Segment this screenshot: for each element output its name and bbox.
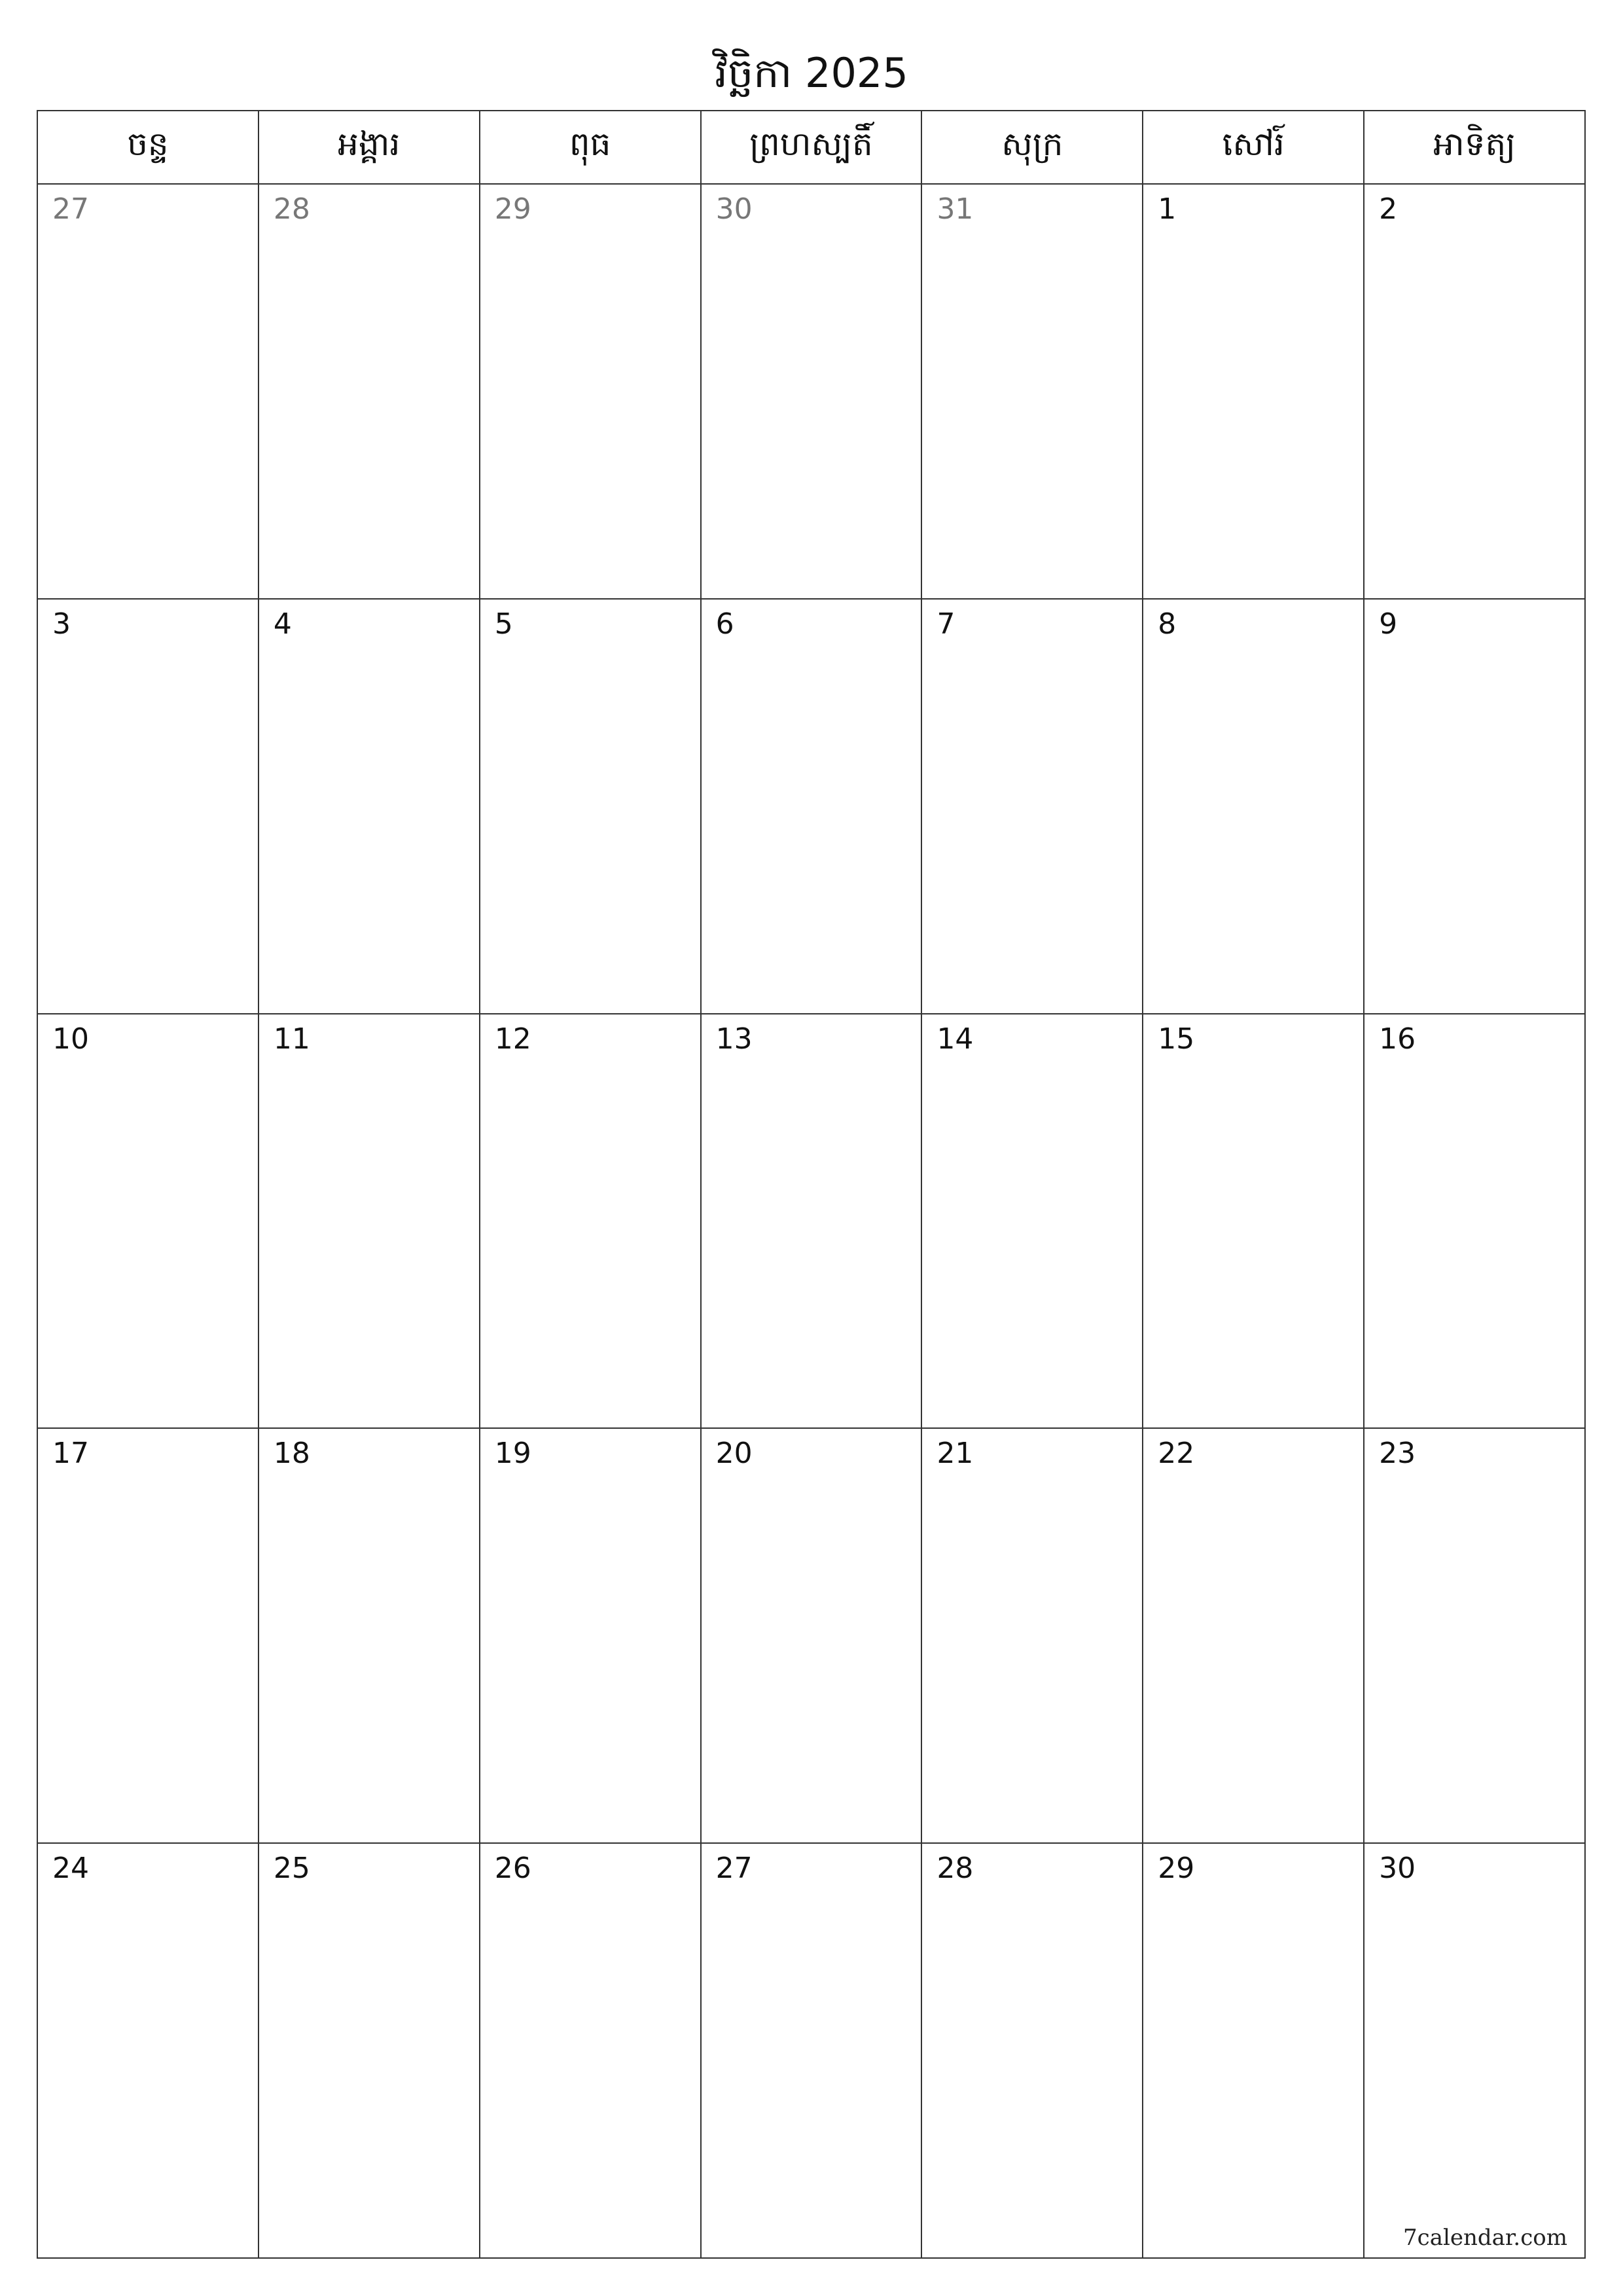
- day-number: 13: [715, 1022, 753, 1056]
- day-cell[interactable]: [480, 185, 702, 598]
- day-number: 19: [494, 1437, 531, 1471]
- day-cell[interactable]: [922, 1844, 1143, 2257]
- day-number: 7: [936, 607, 955, 641]
- week-row: [38, 185, 1584, 600]
- day-cell[interactable]: [1143, 1014, 1364, 1428]
- day-number: 24: [52, 1852, 89, 1886]
- week-row: [38, 1429, 1584, 1844]
- day-number: 26: [494, 1852, 531, 1886]
- day-number: 31: [936, 192, 974, 226]
- day-number: 11: [273, 1022, 310, 1056]
- day-cell[interactable]: [702, 1429, 923, 1842]
- day-number: 9: [1379, 607, 1398, 641]
- calendar-title: វិច្ឆិកា 2025: [715, 49, 908, 97]
- day-cell[interactable]: [259, 1014, 480, 1428]
- weekday-header-row: [38, 111, 1584, 185]
- weekday-sunday: អាទិត្យ: [1433, 124, 1516, 163]
- day-cell[interactable]: [1143, 600, 1364, 1013]
- day-number: 27: [715, 1852, 753, 1886]
- day-cell[interactable]: [38, 185, 259, 598]
- day-cell[interactable]: [259, 600, 480, 1013]
- day-cell[interactable]: [1143, 185, 1364, 598]
- day-number: 28: [936, 1852, 974, 1886]
- day-cell[interactable]: [1143, 1429, 1364, 1842]
- day-number: 5: [494, 607, 513, 641]
- day-cell[interactable]: [1364, 1429, 1584, 1842]
- day-cell[interactable]: [480, 600, 702, 1013]
- week-row: [38, 1844, 1584, 2257]
- day-cell[interactable]: [480, 1429, 702, 1842]
- weekday-wednesday: ពុធ: [480, 111, 702, 183]
- day-cell[interactable]: [922, 185, 1143, 598]
- day-cell[interactable]: [702, 1844, 923, 2257]
- day-cell[interactable]: [922, 1429, 1143, 1842]
- day-cell[interactable]: [1364, 1844, 1584, 2257]
- day-cell[interactable]: [38, 1429, 259, 1842]
- day-cell[interactable]: [702, 1014, 923, 1428]
- week-row: [38, 1014, 1584, 1429]
- watermark: 7calendar.com: [1403, 2225, 1567, 2251]
- day-number: 16: [1379, 1022, 1416, 1056]
- day-number: 17: [52, 1437, 89, 1471]
- day-number: 22: [1158, 1437, 1195, 1471]
- day-number: 28: [273, 192, 310, 226]
- day-number: 30: [715, 192, 753, 226]
- day-number: 3: [52, 607, 71, 641]
- day-number: 1: [1158, 192, 1177, 226]
- day-number: 29: [494, 192, 531, 226]
- day-cell[interactable]: [922, 1014, 1143, 1428]
- day-number: 21: [936, 1437, 974, 1471]
- day-cell[interactable]: [480, 1014, 702, 1428]
- weekday-tuesday: អង្គារ: [259, 111, 480, 183]
- day-number: 30: [1379, 1852, 1416, 1886]
- day-number: 18: [273, 1437, 310, 1471]
- day-cell[interactable]: [259, 1844, 480, 2257]
- weekday-saturday: សៅរ៍: [1143, 111, 1364, 183]
- week-row: [38, 600, 1584, 1014]
- day-number: 8: [1158, 607, 1177, 641]
- day-number: 15: [1158, 1022, 1195, 1056]
- weeks-container: [38, 185, 1584, 2257]
- day-cell[interactable]: [922, 600, 1143, 1013]
- day-cell[interactable]: [1364, 185, 1584, 598]
- weekday-monday: ចន្ទ: [38, 111, 259, 183]
- day-cell[interactable]: [1364, 1014, 1584, 1428]
- day-number: 27: [52, 192, 89, 226]
- day-cell[interactable]: [702, 600, 923, 1013]
- day-cell[interactable]: [702, 185, 923, 598]
- day-cell[interactable]: [38, 1014, 259, 1428]
- day-number: 14: [936, 1022, 974, 1056]
- day-number: 23: [1379, 1437, 1416, 1471]
- day-cell[interactable]: [259, 1429, 480, 1842]
- day-number: 10: [52, 1022, 89, 1056]
- day-number: 25: [273, 1852, 310, 1886]
- day-cell[interactable]: [480, 1844, 702, 2257]
- weekday-friday: សុក្រ: [922, 111, 1143, 183]
- day-number: 29: [1158, 1852, 1195, 1886]
- calendar-grid: [37, 110, 1586, 2259]
- day-number: 20: [715, 1437, 753, 1471]
- day-number: 4: [273, 607, 292, 641]
- day-cell[interactable]: [38, 1844, 259, 2257]
- day-number: 12: [494, 1022, 531, 1056]
- day-cell[interactable]: [1143, 1844, 1364, 2257]
- day-number: 2: [1379, 192, 1398, 226]
- weekday-thursday: ព្រហស្បតិ៍: [702, 111, 923, 183]
- day-number: 6: [715, 607, 734, 641]
- day-cell[interactable]: [259, 185, 480, 598]
- day-cell[interactable]: [1364, 600, 1584, 1013]
- day-cell[interactable]: [38, 600, 259, 1013]
